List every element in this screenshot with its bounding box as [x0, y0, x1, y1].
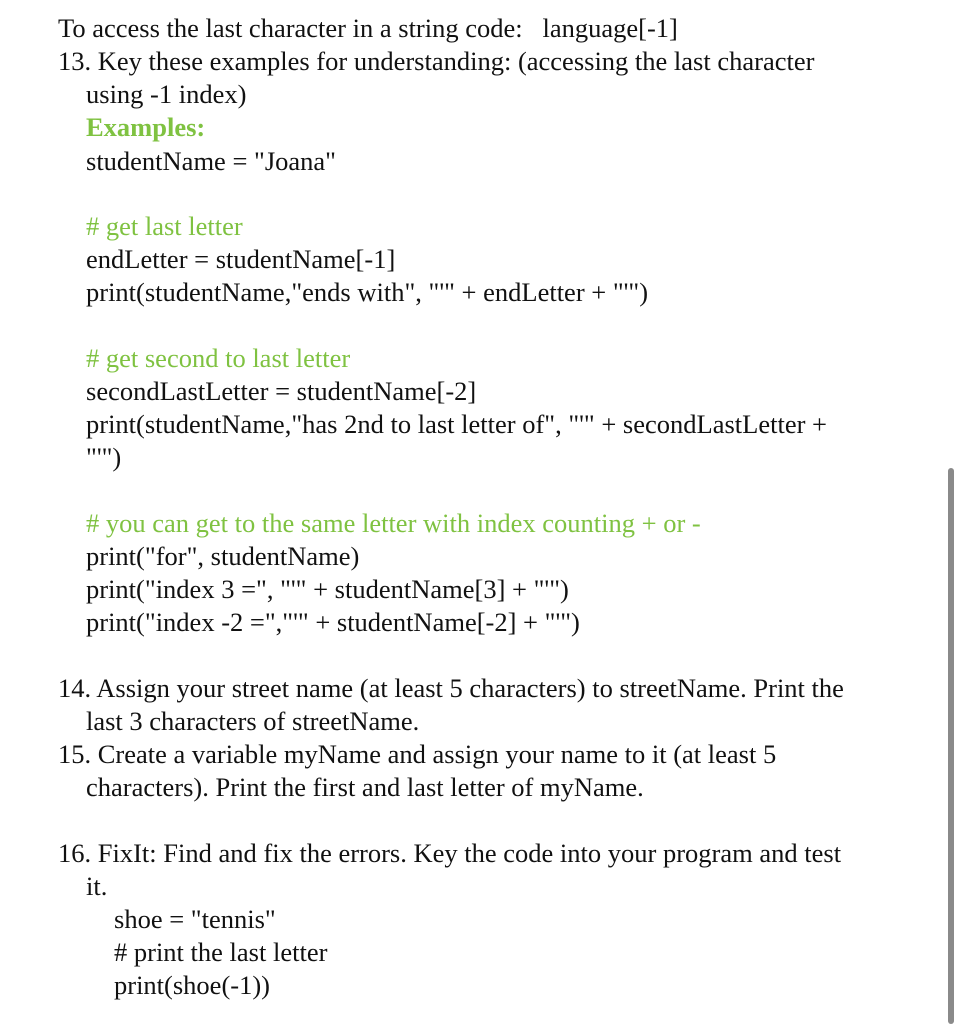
code-shoe-assign: shoe = "tennis": [114, 904, 276, 934]
comment-index-counting: # you can get to the same letter with index counting + or -: [86, 508, 701, 538]
item-13-line-1: 13. Key these examples for understanding: (accessing the last character: [58, 46, 815, 76]
code-print-for: print("for", studentName): [86, 541, 360, 571]
item-13-line-2: using -1 index): [86, 79, 247, 109]
code-second-letter-print-2: "'"): [86, 442, 122, 472]
examples-heading: Examples:: [86, 112, 206, 142]
item-16-line-2: it.: [86, 871, 108, 901]
item-15-line-1: 15. Create a variable myName and assign your name to it (at least 5: [58, 739, 777, 769]
item-16-line-1: 16. FixIt: Find and fix the errors. Key the code into your program and test: [58, 838, 842, 868]
code-print-comment: # print the last letter: [114, 937, 328, 967]
item-15-line-2: characters). Print the first and last letter of myName.: [86, 772, 644, 802]
comment-get-last-letter: # get last letter: [86, 211, 243, 241]
vertical-scrollbar[interactable]: [948, 468, 954, 1024]
comment-get-second-letter: # get second to last letter: [86, 343, 351, 373]
item-14-line-1: 14. Assign your street name (at least 5 characters) to streetName. Print the: [58, 673, 844, 703]
code-print-shoe: print(shoe(-1)): [114, 970, 270, 1000]
item-14-line-2: last 3 characters of streetName.: [86, 706, 420, 736]
code-student-name-assign: studentName = "Joana": [86, 146, 336, 176]
code-end-letter-print: print(studentName,"ends with", "'" + endLetter + "'"): [86, 277, 649, 307]
intro-line: To access the last character in a string code: language[-1]: [58, 13, 678, 43]
code-second-letter-assign: secondLastLetter = studentName[-2]: [86, 376, 477, 406]
code-end-letter-assign: endLetter = studentName[-1]: [86, 244, 396, 274]
code-print-index-3: print("index 3 =", "'" + studentName[3] + "'"): [86, 574, 569, 604]
code-second-letter-print-1: print(studentName,"has 2nd to last letter of", "'" + secondLastLetter +: [86, 409, 827, 439]
code-print-index-neg-2: print("index -2 =","'" + studentName[-2] + "'"): [86, 607, 580, 637]
